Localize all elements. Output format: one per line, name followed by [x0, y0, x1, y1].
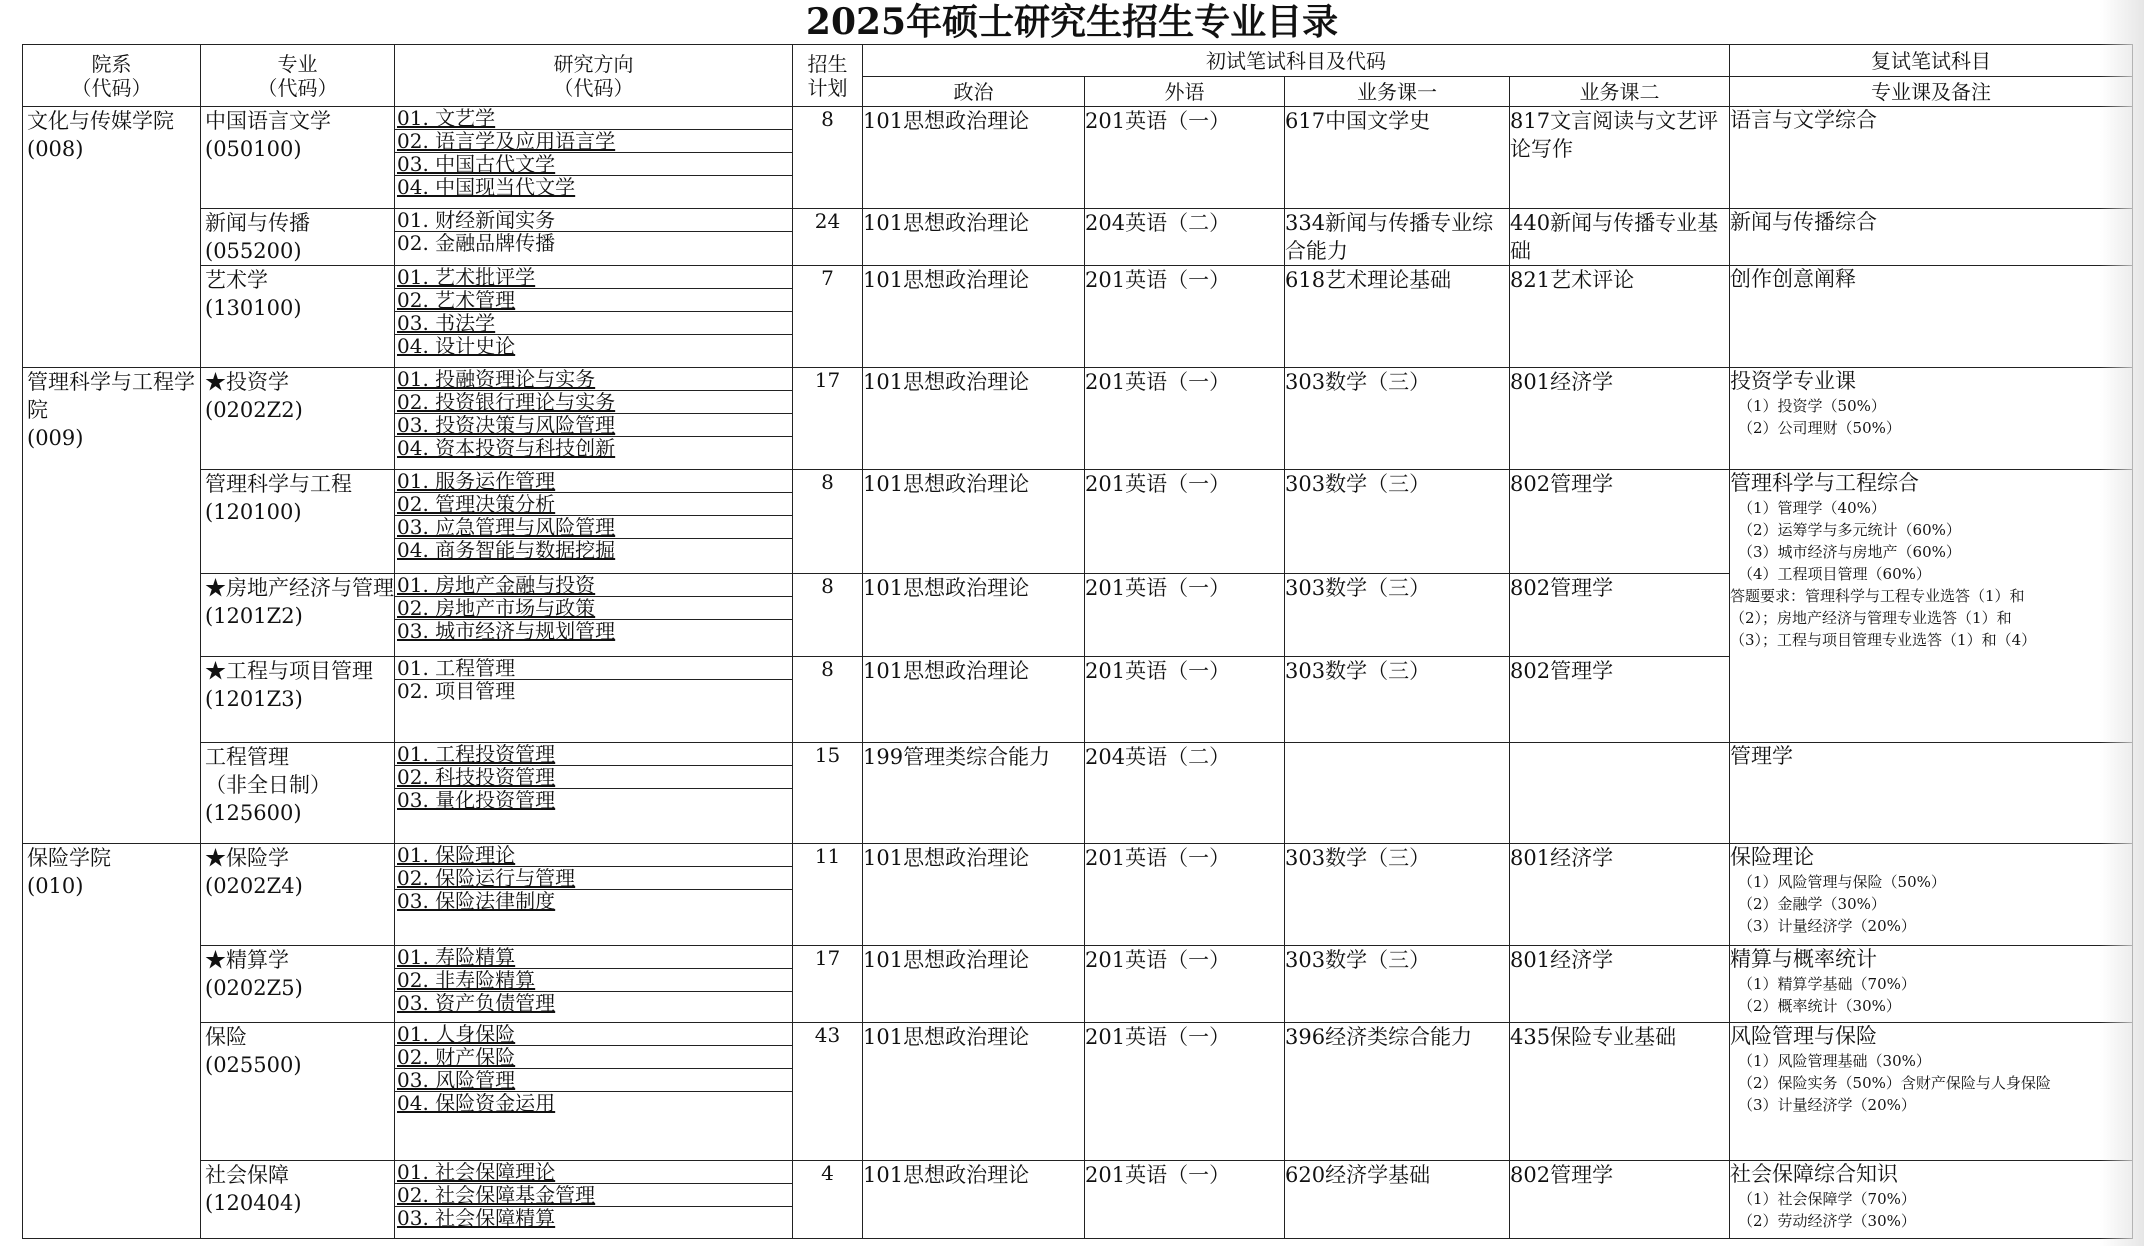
retest-item: （1）风险管理与保险（50%） — [1738, 873, 1946, 891]
course2-cell: 802管理学 — [1510, 1161, 1730, 1239]
directions-cell — [395, 266, 793, 368]
table-body — [23, 107, 2133, 1239]
retest-item: （1）精算学基础（70%） — [1738, 975, 1916, 993]
directions-cell — [395, 1161, 793, 1239]
major-code: (055200) — [205, 239, 302, 263]
plan-cell: 43 — [793, 1023, 863, 1161]
course2-cell: 440新闻与传播专业基础 — [1510, 209, 1730, 266]
foreign-cell: 201英语（一） — [1085, 470, 1285, 574]
foreign-cell: 201英语（一） — [1085, 1161, 1285, 1239]
course1-cell: 303数学（三） — [1285, 946, 1510, 1023]
retest-item: （4）工程项目管理（60%） — [1738, 565, 1931, 583]
course2-cell: 801经济学 — [1510, 844, 1730, 946]
direction-item: 02. 财产保险 — [395, 1046, 792, 1069]
major-cell — [201, 470, 395, 574]
table-row — [23, 368, 2133, 470]
direction-item: 01. 文艺学 — [395, 107, 792, 130]
table-row — [23, 1023, 2133, 1161]
direction-item: 02. 保险运行与管理 — [395, 867, 792, 890]
direction-item: 02. 语言学及应用语言学 — [395, 130, 792, 153]
course2-cell: 817文言阅读与文艺评论写作 — [1510, 107, 1730, 209]
major-sub: （非全日制） — [205, 773, 331, 797]
direction-item: 02. 投资银行理论与实务 — [395, 391, 792, 414]
directions-cell — [395, 368, 793, 470]
dept-name: 管理科学与工程学院 — [27, 370, 195, 422]
politics-cell: 101思想政治理论 — [863, 574, 1085, 657]
direction-item: 01. 社会保障理论 — [395, 1161, 792, 1184]
table-row — [23, 1161, 2133, 1239]
header-politics: 政治 — [863, 77, 1085, 107]
directions-cell — [395, 574, 793, 657]
plan-cell: 8 — [793, 657, 863, 743]
politics-cell: 101思想政治理论 — [863, 657, 1085, 743]
directions-cell — [395, 743, 793, 844]
course1-cell: 303数学（三） — [1285, 574, 1510, 657]
course1-cell — [1285, 743, 1510, 844]
major-cell — [201, 743, 395, 844]
dept-code: (010) — [27, 874, 84, 898]
plan-cell: 8 — [793, 574, 863, 657]
table-row — [23, 743, 2133, 844]
directions-cell — [395, 1023, 793, 1161]
table-row — [23, 946, 2133, 1023]
course1-cell: 303数学（三） — [1285, 657, 1510, 743]
direction-item: 01. 人身保险 — [395, 1023, 792, 1046]
course1-cell: 620经济学基础 — [1285, 1161, 1510, 1239]
politics-cell: 101思想政治理论 — [863, 844, 1085, 946]
direction-item: 04. 保险资金运用 — [397, 1092, 556, 1114]
directions-cell — [395, 946, 793, 1023]
retest-item: （2）金融学（30%） — [1738, 895, 1886, 913]
plan-cell: 15 — [793, 743, 863, 844]
foreign-cell: 201英语（一） — [1085, 574, 1285, 657]
directions-cell — [395, 209, 793, 266]
major-code: (120100) — [205, 500, 302, 524]
retest-cell — [1730, 1023, 2133, 1161]
direction-item: 03. 书法学 — [395, 312, 792, 335]
retest-cell — [1730, 946, 2133, 1023]
major-cell — [201, 844, 395, 946]
retest-item: （1）社会保障学（70%） — [1738, 1190, 1916, 1208]
directions-cell — [395, 107, 793, 209]
plan-cell: 11 — [793, 844, 863, 946]
dept-name: 保险学院 — [27, 846, 111, 870]
course2-cell: 802管理学 — [1510, 574, 1730, 657]
major-cell — [201, 368, 395, 470]
direction-item: 03. 保险法律制度 — [397, 890, 556, 912]
major-name: 新闻与传播 — [205, 211, 310, 235]
retest-cell — [1730, 470, 2133, 743]
retest-title: 管理科学与工程综合 — [1730, 471, 1919, 495]
major-cell — [201, 946, 395, 1023]
major-code: (0202Z4) — [205, 874, 303, 898]
header-dept: 院系 （代码） — [23, 45, 201, 107]
major-cell — [201, 209, 395, 266]
dept-cell — [23, 844, 201, 1239]
dept-cell — [23, 107, 201, 368]
politics-cell: 101思想政治理论 — [863, 470, 1085, 574]
table-row — [23, 107, 2133, 209]
direction-item: 04. 设计史论 — [397, 335, 516, 357]
header-plan: 招生 计划 — [793, 45, 863, 107]
direction-item: 02. 项目管理 — [397, 680, 516, 702]
retest-item: （2）概率统计（30%） — [1738, 997, 1901, 1015]
major-name: ★保险学 — [205, 846, 289, 870]
table-header — [23, 45, 2133, 107]
dept-cell — [23, 368, 201, 844]
major-name: 管理科学与工程 — [205, 472, 352, 496]
direction-item: 03. 城市经济与规划管理 — [397, 620, 616, 642]
retest-note: （2）；房地产经济与管理专业选答（1）和 — [1730, 609, 2012, 627]
major-cell — [201, 657, 395, 743]
header-retest: 复试笔试科目 — [1730, 45, 2133, 77]
foreign-cell: 204英语（二） — [1085, 209, 1285, 266]
retest-item: （3）城市经济与房地产（60%） — [1738, 543, 1961, 561]
retest-title: 投资学专业课 — [1730, 369, 1856, 393]
retest-title: 社会保障综合知识 — [1730, 1162, 1898, 1186]
foreign-cell: 201英语（一） — [1085, 946, 1285, 1023]
table-row — [23, 470, 2133, 574]
direction-item: 01. 艺术批评学 — [395, 266, 792, 289]
table-row — [23, 209, 2133, 266]
major-code: (025500) — [205, 1053, 302, 1077]
foreign-cell: 201英语（一） — [1085, 266, 1285, 368]
header-foreign: 外语 — [1085, 77, 1285, 107]
major-name: ★精算学 — [205, 948, 289, 972]
politics-cell: 101思想政治理论 — [863, 946, 1085, 1023]
retest-cell — [1730, 743, 2133, 844]
direction-item: 01. 房地产金融与投资 — [395, 574, 792, 597]
major-cell — [201, 1023, 395, 1161]
course1-cell: 303数学（三） — [1285, 368, 1510, 470]
retest-item: （2）保险实务（50%）含财产保险与人身保险 — [1738, 1074, 2051, 1092]
direction-item: 03. 社会保障精算 — [397, 1207, 556, 1229]
major-cell — [201, 107, 395, 209]
foreign-cell: 201英语（一） — [1085, 107, 1285, 209]
header-direction: 研究方向 （代码） — [395, 45, 793, 107]
retest-title: 语言与文学综合 — [1730, 108, 1877, 132]
direction-item: 03. 中国古代文学 — [395, 153, 792, 176]
retest-cell — [1730, 266, 2133, 368]
retest-item: （1）管理学（40%） — [1738, 499, 1886, 517]
direction-item: 01. 投融资理论与实务 — [395, 368, 792, 391]
plan-cell: 8 — [793, 107, 863, 209]
header-initial: 初试笔试科目及代码 — [863, 45, 1730, 77]
header-course2: 业务课二 — [1510, 77, 1730, 107]
retest-title: 管理学 — [1730, 744, 1793, 768]
course1-cell: 334新闻与传播专业综合能力 — [1285, 209, 1510, 266]
direction-item: 02. 管理决策分析 — [395, 493, 792, 516]
retest-item: （2）劳动经济学（30%） — [1738, 1212, 1916, 1230]
direction-item: 02. 房地产市场与政策 — [395, 597, 792, 620]
major-code: (125600) — [205, 801, 302, 825]
dept-code: (008) — [27, 137, 84, 161]
course2-cell: 801经济学 — [1510, 368, 1730, 470]
retest-item: （1）风险管理基础（30%） — [1738, 1052, 1931, 1070]
major-name: 社会保障 — [205, 1163, 289, 1187]
politics-cell: 101思想政治理论 — [863, 209, 1085, 266]
course2-cell — [1510, 743, 1730, 844]
politics-cell: 199管理类综合能力 — [863, 743, 1085, 844]
direction-item: 04. 中国现当代文学 — [397, 176, 576, 198]
retest-title: 创作创意阐释 — [1730, 267, 1856, 291]
course1-cell: 617中国文学史 — [1285, 107, 1510, 209]
foreign-cell: 204英语（二） — [1085, 743, 1285, 844]
header-retest-note: 专业课及备注 — [1730, 77, 2133, 107]
page-edge-shadow — [2100, 0, 2144, 1246]
retest-cell — [1730, 107, 2133, 209]
retest-title: 风险管理与保险 — [1730, 1024, 1877, 1048]
major-code: (120404) — [205, 1191, 302, 1215]
foreign-cell: 201英语（一） — [1085, 844, 1285, 946]
page-title: 2025年硕士研究生招生专业目录 — [805, 1, 1339, 43]
major-code: (1201Z2) — [205, 604, 303, 628]
direction-item: 03. 应急管理与风险管理 — [395, 516, 792, 539]
major-code: (130100) — [205, 296, 302, 320]
major-code: (0202Z5) — [205, 976, 303, 1000]
retest-cell — [1730, 844, 2133, 946]
retest-item: （3）计量经济学（20%） — [1738, 917, 1916, 935]
retest-item: （2）公司理财（50%） — [1738, 419, 1901, 437]
direction-item: 01. 工程管理 — [395, 657, 792, 680]
retest-title: 新闻与传播综合 — [1730, 210, 1877, 234]
retest-note: （3）；工程与项目管理专业选答（1）和（4） — [1730, 631, 2037, 649]
course2-cell: 802管理学 — [1510, 470, 1730, 574]
major-cell — [201, 574, 395, 657]
retest-note: 答题要求：管理科学与工程专业选答（1）和 — [1730, 587, 2025, 605]
plan-cell: 17 — [793, 946, 863, 1023]
major-code: (1201Z3) — [205, 687, 303, 711]
direction-item: 02. 金融品牌传播 — [397, 232, 556, 254]
retest-item: （3）计量经济学（20%） — [1738, 1096, 1916, 1114]
major-cell — [201, 1161, 395, 1239]
course1-cell: 303数学（三） — [1285, 470, 1510, 574]
plan-cell: 24 — [793, 209, 863, 266]
table-row — [23, 844, 2133, 946]
major-cell — [201, 266, 395, 368]
direction-item: 02. 科技投资管理 — [395, 766, 792, 789]
header-major: 专业 （代码） — [201, 45, 395, 107]
major-name: ★工程与项目管理 — [205, 659, 373, 683]
direction-item: 03. 风险管理 — [395, 1069, 792, 1092]
plan-cell: 4 — [793, 1161, 863, 1239]
direction-item: 02. 艺术管理 — [395, 289, 792, 312]
direction-item: 01. 保险理论 — [395, 844, 792, 867]
catalog-table — [22, 44, 2133, 1239]
politics-cell: 101思想政治理论 — [863, 107, 1085, 209]
header-course1: 业务课一 — [1285, 77, 1510, 107]
directions-cell — [395, 844, 793, 946]
retest-title: 精算与概率统计 — [1730, 947, 1877, 971]
direction-item: 01. 服务运作管理 — [395, 470, 792, 493]
retest-cell — [1730, 1161, 2133, 1239]
direction-item: 01. 工程投资管理 — [395, 743, 792, 766]
politics-cell: 101思想政治理论 — [863, 266, 1085, 368]
retest-item: （1）投资学（50%） — [1738, 397, 1886, 415]
directions-cell — [395, 657, 793, 743]
foreign-cell: 201英语（一） — [1085, 368, 1285, 470]
direction-item: 02. 社会保障基金管理 — [395, 1184, 792, 1207]
course2-cell: 435保险专业基础 — [1510, 1023, 1730, 1161]
plan-cell: 17 — [793, 368, 863, 470]
major-name: 保险 — [205, 1025, 247, 1049]
direction-item: 03. 投资决策与风险管理 — [395, 414, 792, 437]
course1-cell: 396经济类综合能力 — [1285, 1023, 1510, 1161]
direction-item: 01. 财经新闻实务 — [395, 209, 792, 232]
foreign-cell: 201英语（一） — [1085, 657, 1285, 743]
direction-item: 04. 商务智能与数据挖掘 — [397, 539, 616, 561]
table-row — [23, 266, 2133, 368]
retest-item: （2）运筹学与多元统计（60%） — [1738, 521, 1961, 539]
major-name: 工程管理 — [205, 745, 289, 769]
major-code: (0202Z2) — [205, 398, 303, 422]
directions-cell — [395, 470, 793, 574]
major-name: 艺术学 — [205, 268, 268, 292]
politics-cell: 101思想政治理论 — [863, 368, 1085, 470]
major-name: ★房地产经济与管理 — [205, 576, 394, 600]
course1-cell: 618艺术理论基础 — [1285, 266, 1510, 368]
course2-cell: 801经济学 — [1510, 946, 1730, 1023]
course2-cell: 802管理学 — [1510, 657, 1730, 743]
major-name: 中国语言文学 — [205, 109, 331, 133]
politics-cell: 101思想政治理论 — [863, 1023, 1085, 1161]
foreign-cell: 201英语（一） — [1085, 1023, 1285, 1161]
dept-name: 文化与传媒学院 — [27, 109, 174, 133]
direction-item: 02. 非寿险精算 — [395, 969, 792, 992]
course2-cell: 821艺术评论 — [1510, 266, 1730, 368]
plan-cell: 8 — [793, 470, 863, 574]
course1-cell: 303数学（三） — [1285, 844, 1510, 946]
plan-cell: 7 — [793, 266, 863, 368]
major-code: (050100) — [205, 137, 302, 161]
direction-item: 03. 量化投资管理 — [397, 789, 556, 811]
retest-title: 保险理论 — [1730, 845, 1814, 869]
retest-cell — [1730, 209, 2133, 266]
direction-item: 03. 资产负债管理 — [397, 992, 556, 1014]
direction-item: 01. 寿险精算 — [395, 946, 792, 969]
direction-item: 04. 资本投资与科技创新 — [397, 437, 616, 459]
retest-cell — [1730, 368, 2133, 470]
dept-code: (009) — [27, 426, 84, 450]
major-name: ★投资学 — [205, 370, 289, 394]
politics-cell: 101思想政治理论 — [863, 1161, 1085, 1239]
